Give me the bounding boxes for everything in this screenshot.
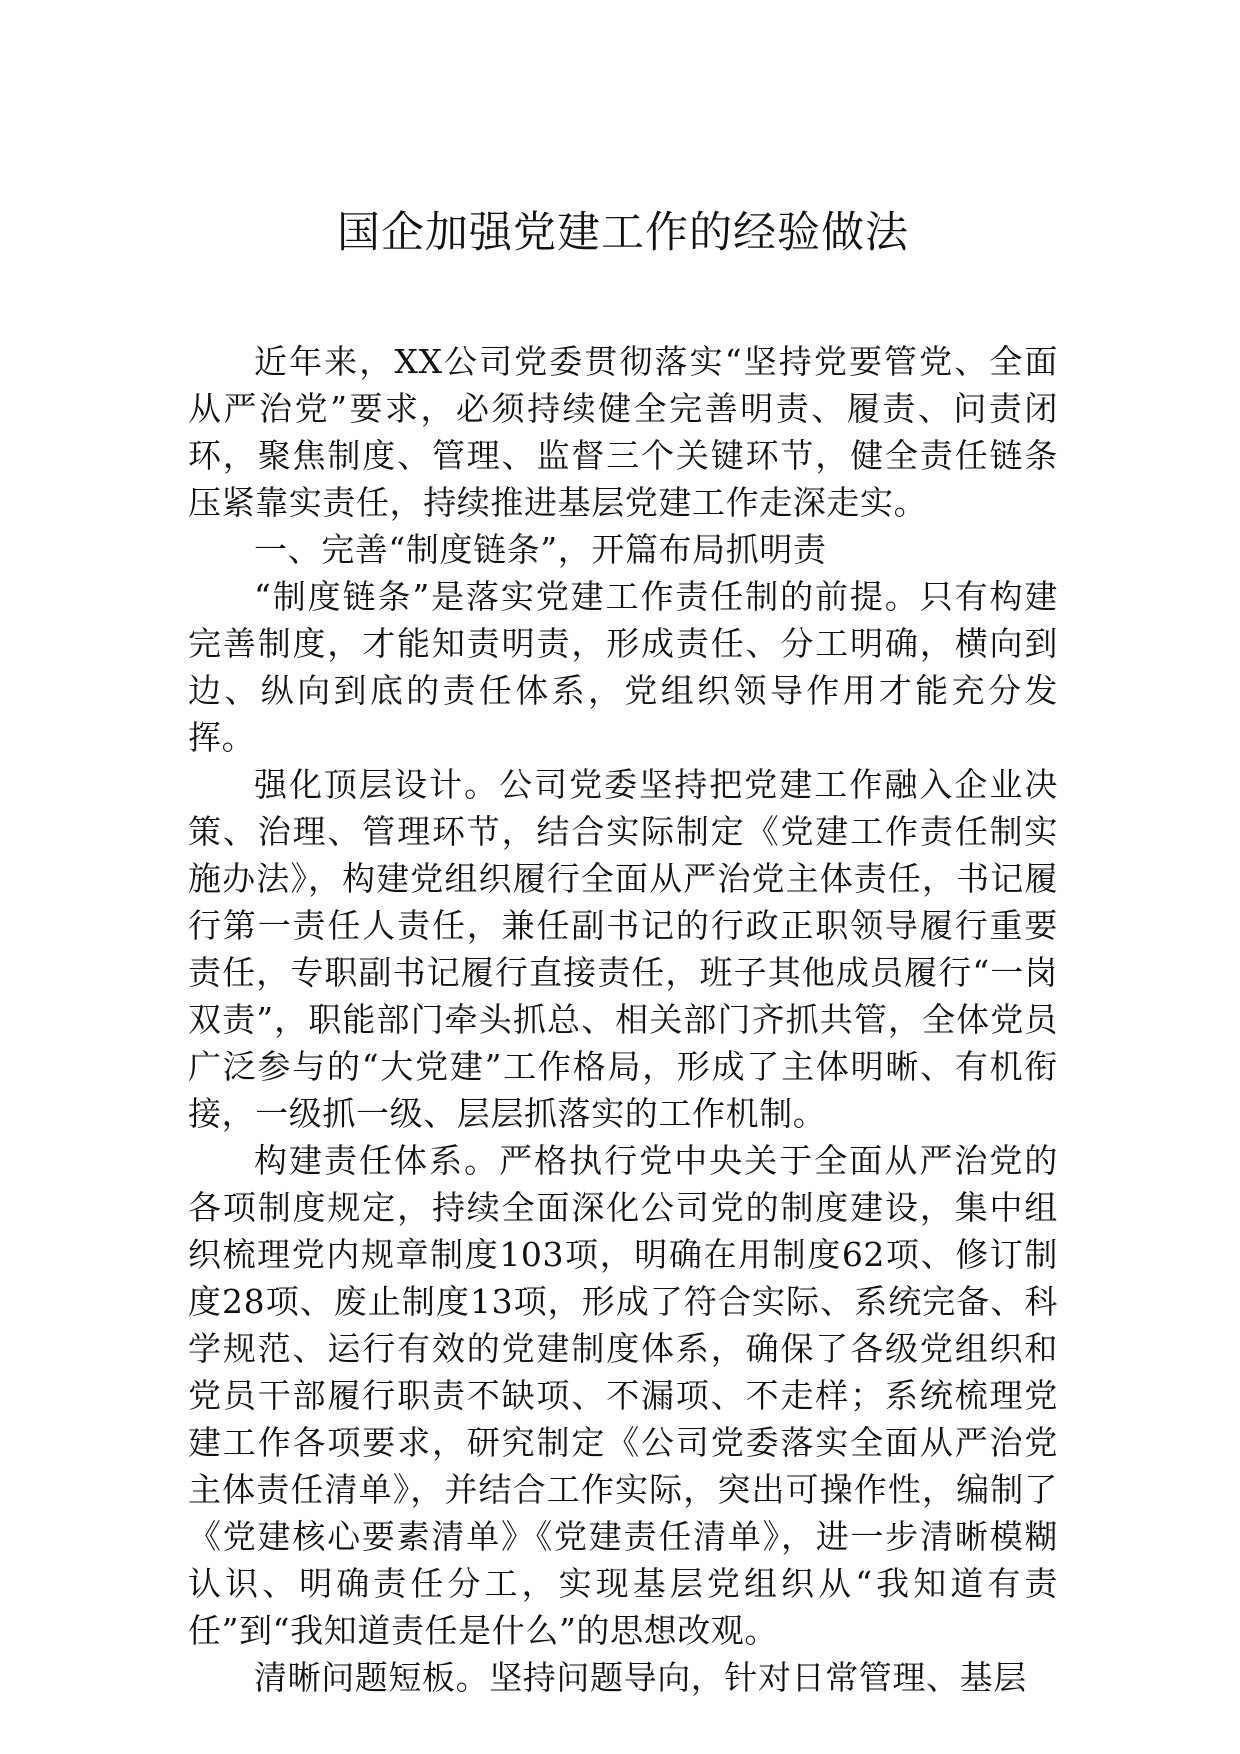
paragraph-top-level-design: 强化顶层设计。公司党委坚持把党建工作融入企业决策、治理、管理环节，结合实际制定《党建工作责任制实施办法》，构建党组织履行全面从严治党主体责任，书记履行第一责任人责任，兼任副书记的行政正职领导履行重要责任，专职副书记履行直接责任，班子其他成员履行“一岗双责”，职能部门牵头抓总、相关部门齐抓共管，全体党员广泛参与的“大党建”工作格局，形成了主体明晰、有机衔接，一级抓一级、层层抓落实的工作机制。 <box>188 765 1058 1133</box>
document-body <box>188 338 1058 1701</box>
paragraph-institution-chain: “制度链条”是落实党建工作责任制的前提。只有构建完善制度，才能知责明责，形成责任、分工明确，横向到边、纵向到底的责任体系，党组织领导作用才能充分发挥。 <box>188 577 1058 757</box>
paragraph-responsibility-system: 构建责任体系。严格执行党中央关于全面从严治党的各项制度规定，持续全面深化公司党的制度建设，集中组织梳理党内规章制度103项，明确在用制度62项、修订制度28项、废止制度13项，形成了符合实际、系统完备、科学规范、运行有效的党建制度体系，确保了各级党组织和党员干部履行职责不缺项、不漏项、不走样；系统梳理党建工作各项要求，研究制定《公司党委落实全面从严治党主体责任清单》，并结合工作实际，突出可操作性，编制了《党建核心要素清单》《党建责任清单》，进一步清晰模糊认识、明确责任分工，实现基层党组织从“我知道有责任”到“我知道责任是什么”的思想改观。 <box>188 1141 1058 1650</box>
paragraph-intro: 近年来，XX公司党委贯彻落实“坚持党要管党、全面从严治党”要求，必须持续健全完善明责、履责、问责闭环，聚焦制度、管理、监督三个关键环节，健全责任链条压紧靠实责任，持续推进基层党建工作走深走实。 <box>188 342 1058 522</box>
paragraph-problem-shortcomings: 清晰问题短板。坚持问题导向，针对日常管理、基层 <box>254 1658 1027 1697</box>
section-heading-1: 一、完善“制度链条”，开篇布局抓明责 <box>254 530 827 569</box>
document-title: 国企加强党建工作的经验做法 <box>337 208 909 258</box>
document-page <box>188 0 1058 1754</box>
